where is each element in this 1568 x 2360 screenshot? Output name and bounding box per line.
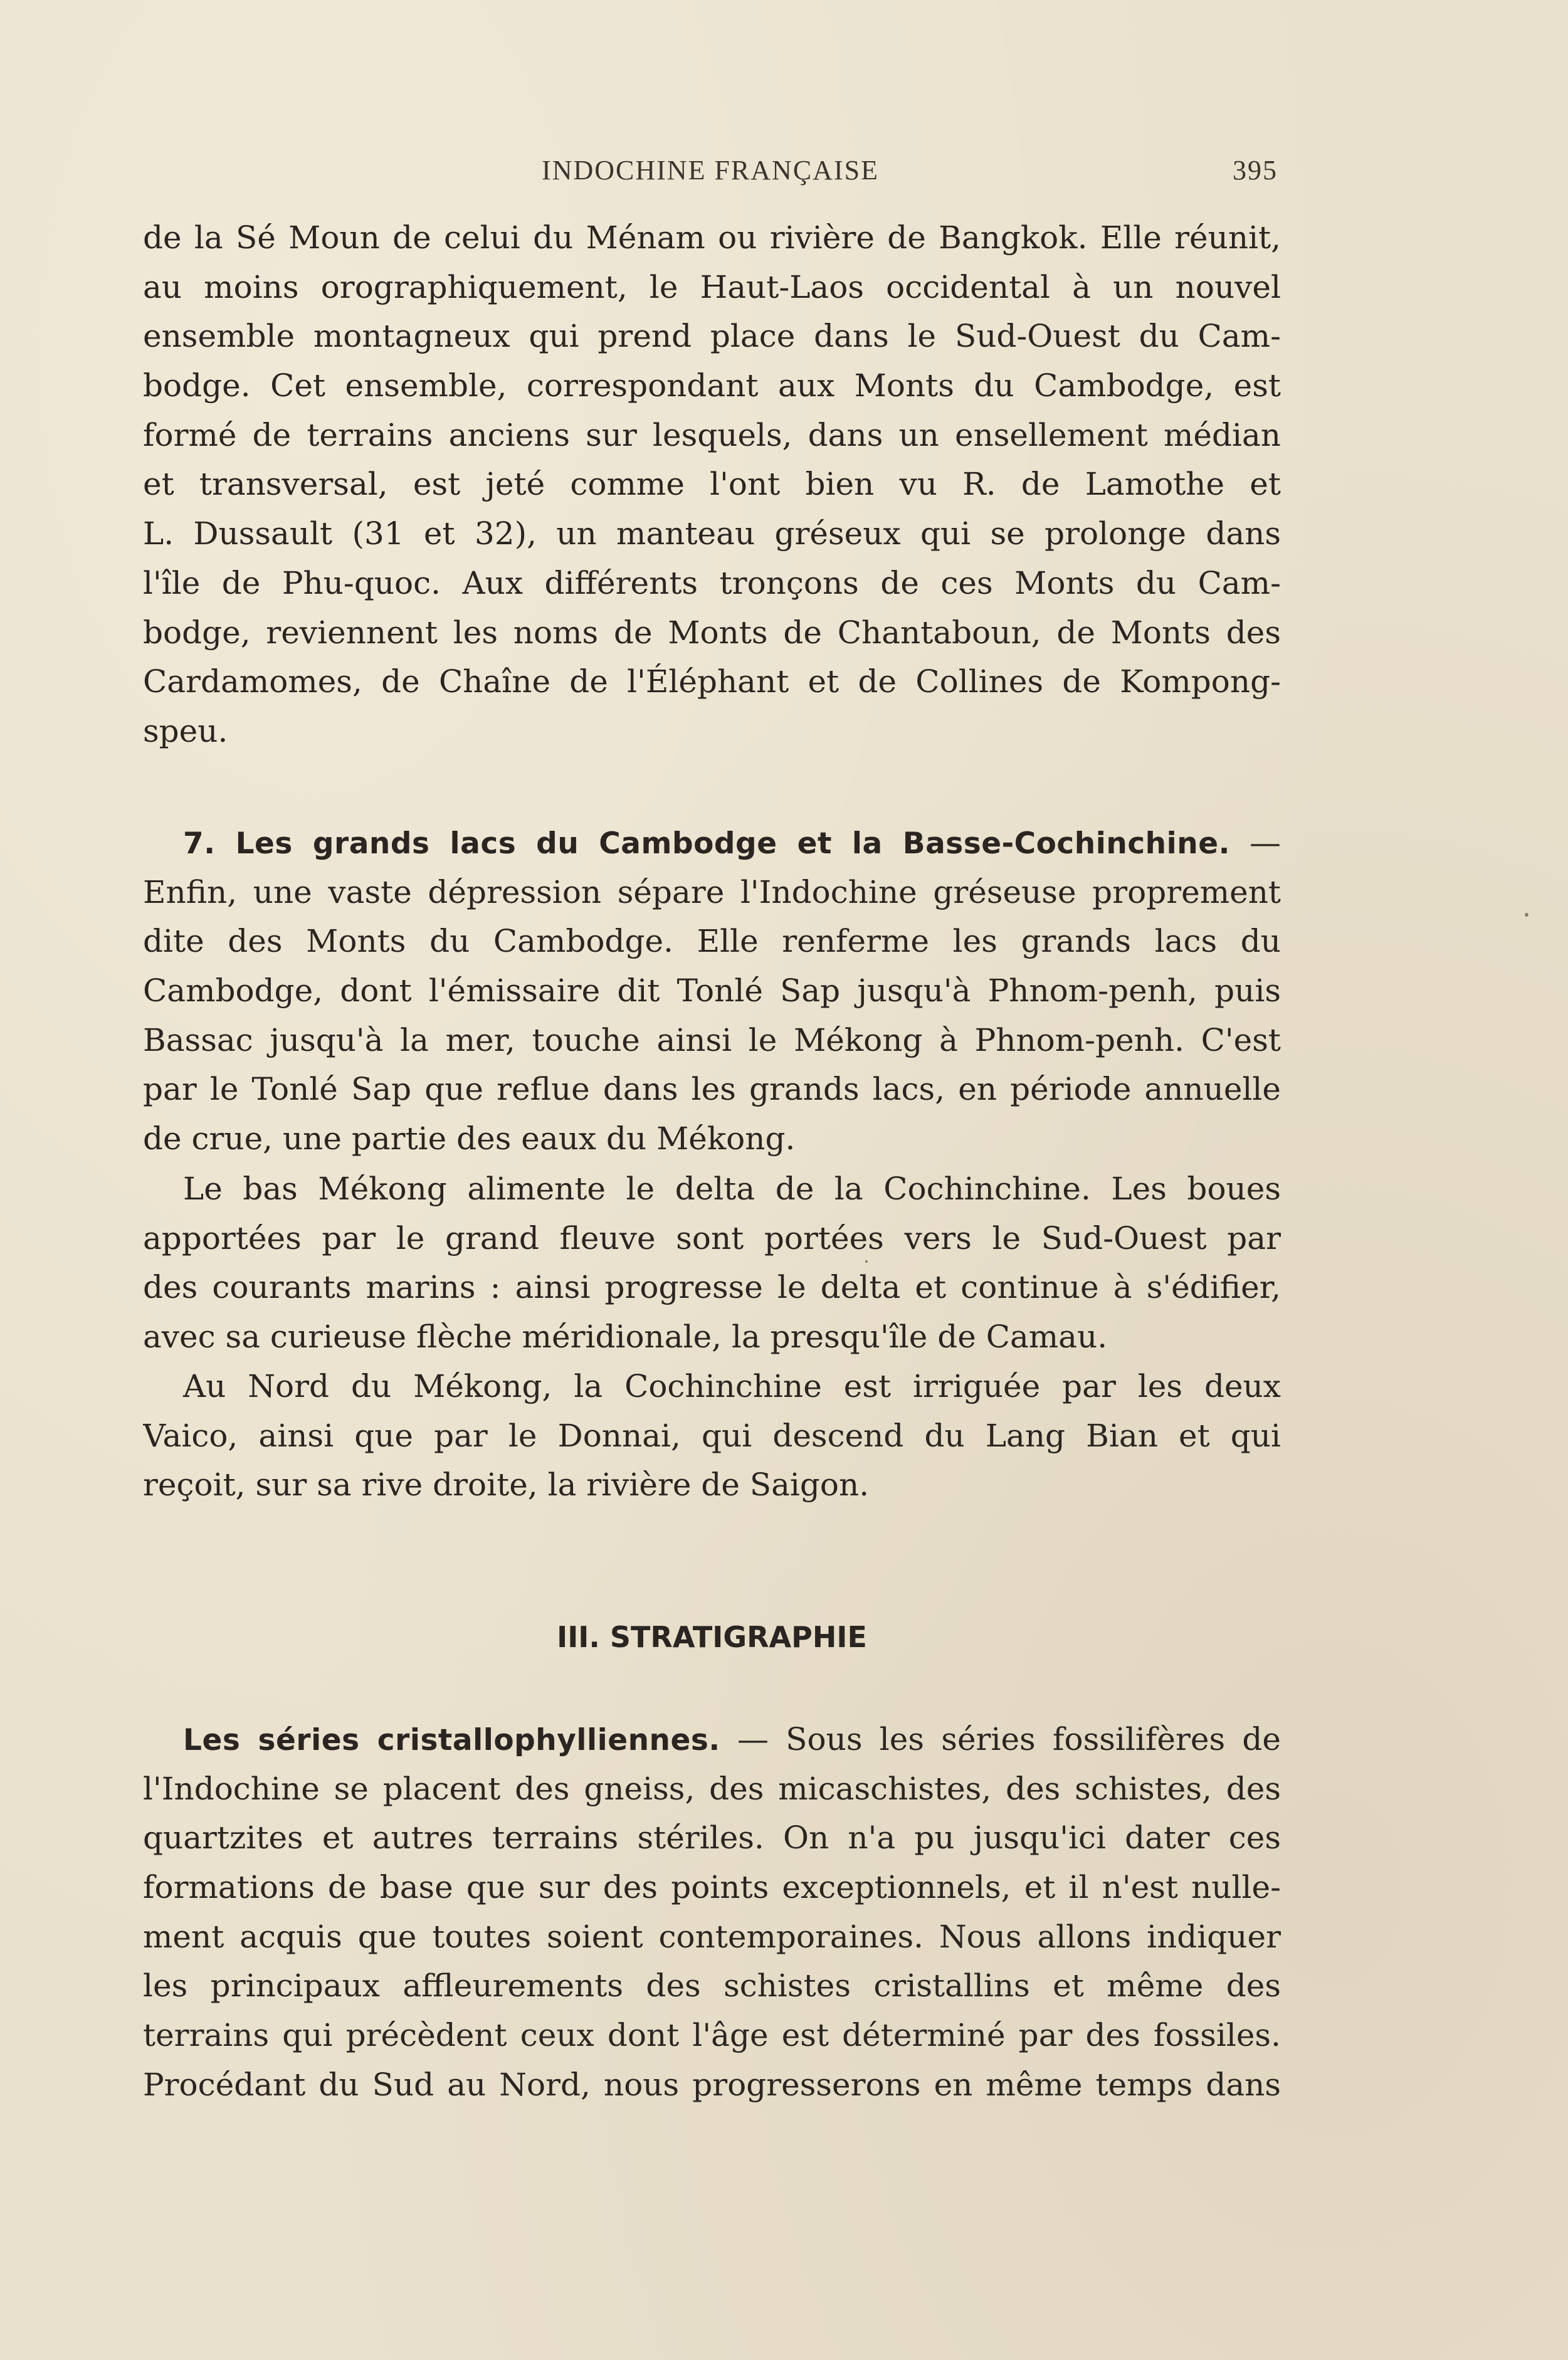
crystal-heading-line — [143, 1715, 1281, 1764]
text-line: dite des Monts du Cambodge. Elle renferme les grands lacs du — [143, 923, 1281, 960]
text-line: L. Dussault (31 et 32), un manteau gréseux qui se prolonge dans — [143, 515, 1281, 552]
text-line: et transversal, est jeté comme l'ont bien vu R. de Lamothe et — [143, 466, 1281, 503]
crystal-heading-rest: — Sous les séries fossilifères de — [720, 1721, 1281, 1757]
text-line: Procédant du Sud au Nord, nous progresserons en même temps dans — [143, 2066, 1281, 2103]
crystal-heading: Les séries cristallophylliennes. — [183, 1723, 720, 1757]
text-line: de la Sé Moun de celui du Ménam ou rivière de Bangkok. Elle réunit, — [143, 219, 1281, 256]
text-line: ment acquis que toutes soient contemporaines. Nous allons indiquer — [143, 1918, 1281, 1955]
text-line: Cambodge, dont l'émissaire dit Tonlé Sap jusqu'à Phnom-penh, puis — [143, 972, 1281, 1009]
text-line: de crue, une partie des eaux du Mékong. — [143, 1120, 796, 1157]
section-7-heading-line — [143, 818, 1281, 868]
section-7-heading-dash: — — [1229, 824, 1281, 861]
text-line: Vaico, ainsi que par le Donnai, qui descend du Lang Bian et qui — [143, 1417, 1281, 1454]
text-line: formations de base que sur des points exceptionnels, et il n'est nulle- — [143, 1869, 1281, 1906]
page-number: 395 — [1233, 155, 1278, 186]
text-line: formé de terrains anciens sur lesquels, dans un ensellement médian — [143, 416, 1281, 453]
running-title: INDOCHINE FRANÇAISE — [542, 155, 879, 186]
text-line: les principaux affleurements des schistes cristallins et même des — [143, 1968, 1281, 2004]
paragraph-crystalline-series — [143, 1715, 1281, 2110]
text-line: Le bas Mékong alimente le delta de la Cochinchine. Les boues — [183, 1171, 1281, 1207]
text-line: Bassac jusqu'à la mer, touche ainsi le Mékong à Phnom-penh. C'est — [143, 1021, 1281, 1058]
paragraph-mekong-delta — [143, 1164, 1281, 1362]
text-line: avec sa curieuse flèche méridionale, la presqu'île de Camau. — [143, 1319, 1108, 1356]
text-line: au moins orographiquement, le Haut-Laos occidental à un nouvel — [143, 268, 1281, 305]
text-line: reçoit, sur sa rive droite, la rivière de Saigon. — [143, 1467, 870, 1504]
text-line: l'île de Phu-quoc. Aux différents tronçons de ces Monts du Cam- — [143, 564, 1281, 601]
paper-speck — [1525, 913, 1529, 917]
text-line: ensemble montagneux qui prend place dans le Sud-Ouest du Cam- — [143, 318, 1281, 355]
text-line: quartzites et autres terrains stériles. On n'a pu jusqu'ici dater ces — [143, 1820, 1281, 1857]
text-line: speu. — [143, 712, 228, 749]
text-line: l'Indochine se placent des gneiss, des micaschistes, des schistes, des — [143, 1770, 1281, 1807]
text-line: terrains qui précèdent ceux dont l'âge est déterminé par des fossiles. — [143, 2017, 1281, 2054]
text-line: bodge. Cet ensemble, correspondant aux Monts du Cambodge, est — [143, 367, 1281, 404]
text-line: bodge, reviennent les noms de Monts de Chantaboun, de Monts des — [143, 614, 1281, 651]
text-line: Au Nord du Mékong, la Cochinchine est irriguée par les deux — [183, 1368, 1281, 1404]
paper-speck — [865, 1260, 868, 1263]
text-line: Cardamomes, de Chaîne de l'Éléphant et de Collines de Kompong- — [143, 663, 1281, 700]
section-7-great-lakes — [143, 818, 1281, 1164]
paragraph-cambodge-mountains — [143, 213, 1281, 756]
running-header — [143, 154, 1278, 192]
text-line: Enfin, une vaste dépression sépare l'Indochine gréseuse proprement — [143, 873, 1281, 910]
text-line: des courants marins : ainsi progresse le delta et continue à s'édifier, — [143, 1269, 1281, 1306]
text-line: apportées par le grand fleuve sont portées vers le Sud-Ouest par — [143, 1220, 1281, 1256]
text-line: par le Tonlé Sap que reflue dans les grands lacs, en période annuelle — [143, 1071, 1281, 1108]
paragraph-north-mekong — [143, 1362, 1281, 1510]
section-7-heading: 7. Les grands lacs du Cambodge et la Basse-Cochinchine. — [183, 826, 1230, 861]
section-3-heading: III. STRATIGRAPHIE — [557, 1620, 867, 1654]
